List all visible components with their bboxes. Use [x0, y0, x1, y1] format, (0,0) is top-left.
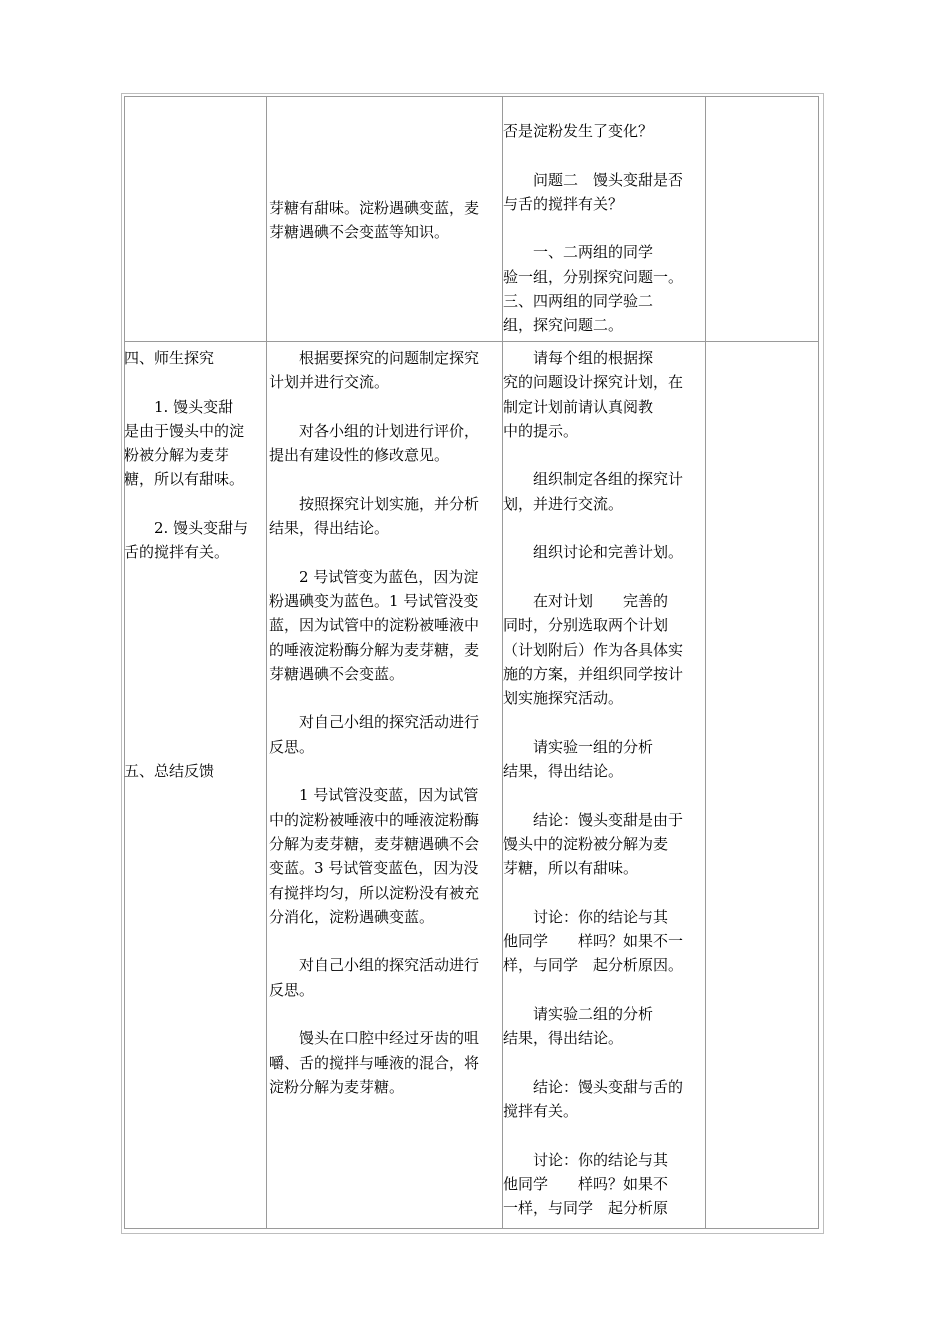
text-line: 讨论：你的结论与其	[503, 1150, 669, 1169]
text-line: 芽糖遇碘不会变蓝。	[269, 664, 405, 683]
table-border-bottom	[124, 1228, 819, 1229]
text-line	[269, 1002, 502, 1026]
text-line: 究的问题设计探究计划，在	[503, 373, 684, 392]
text-line: 结论：馒头变甜与舌的	[503, 1077, 684, 1096]
text-line: 施的方案，并组织同学按计	[503, 664, 684, 683]
text-line: 划实施探究活动。	[503, 689, 624, 708]
text-line: 结论：馒头变甜是由于	[503, 810, 684, 829]
text-line: 对自己小组的探究活动进行	[269, 713, 480, 732]
text-line	[124, 662, 266, 686]
text-line	[124, 370, 266, 394]
text-line	[503, 881, 703, 905]
text-line	[269, 467, 502, 491]
row1-teacher-cell	[503, 119, 703, 338]
text-line: 变蓝。3 号试管变蓝色，因为没	[269, 859, 479, 878]
text-line: 芽糖，所以有甜味。	[503, 859, 639, 878]
text-line: 结果，得出结论。	[269, 519, 390, 538]
text-line: 四、师生探究	[124, 349, 215, 367]
text-line: 制定计划前请认真阅教	[503, 397, 654, 416]
text-line: 2 号试管变为蓝色，因为淀	[269, 567, 479, 586]
text-line	[503, 783, 703, 807]
text-line: 组织制定各组的探究计	[503, 470, 684, 489]
text-line	[269, 759, 502, 783]
text-line: 一样，与同学 起分析原	[503, 1199, 669, 1218]
text-line: 粉遇碘变为蓝色。1 号试管没变	[269, 591, 479, 610]
row2-process-cell	[269, 346, 502, 1099]
text-line: 中的淀粉被唾液中的唾液淀粉酶	[269, 810, 480, 829]
text-line: 划，并进行交流。	[503, 494, 624, 513]
text-line: 结果，得出结论。	[503, 1029, 624, 1048]
text-line	[503, 216, 703, 240]
text-line: 请每个组的根据探	[503, 349, 654, 367]
text-line	[503, 978, 703, 1002]
text-line: 验一组，分别探究问题一。	[503, 267, 684, 286]
text-line	[124, 565, 266, 589]
text-line: 馒头中的淀粉被分解为麦	[503, 834, 669, 853]
text-line: 讨论：你的结论与其	[503, 907, 669, 926]
text-line: 粉被分解为麦芽	[124, 446, 230, 465]
text-line: 芽糖遇碘不会变蓝等知识。	[269, 223, 450, 242]
text-line: 是由于馒头中的淀	[124, 421, 245, 440]
text-line: 分消化，淀粉遇碘变蓝。	[269, 907, 435, 926]
text-line	[503, 1124, 703, 1148]
text-line: 舌的搅拌有关。	[124, 543, 230, 562]
text-line: 他同学 样吗？如果不	[503, 1175, 669, 1194]
column-divider-3	[705, 96, 706, 1229]
text-line	[269, 929, 502, 953]
text-line	[269, 686, 502, 710]
text-line: 组织讨论和完善计划。	[503, 543, 684, 562]
text-line	[124, 638, 266, 662]
text-line: 有搅拌均匀，所以淀粉没有被充	[269, 883, 480, 902]
text-line	[503, 565, 703, 589]
table-border-top	[124, 96, 819, 97]
text-line	[124, 589, 266, 613]
text-line: 在对计划 完善的	[503, 591, 669, 610]
row2-teacher-cell	[503, 346, 703, 1221]
text-line	[269, 540, 502, 564]
text-line: 结果，得出结论。	[503, 762, 624, 781]
text-line: 请实验二组的分析	[503, 1005, 654, 1024]
text-line: 的唾液淀粉酶分解为麦芽糖，麦	[269, 640, 480, 659]
text-line: 对自己小组的探究活动进行	[269, 956, 480, 975]
text-line	[503, 443, 703, 467]
text-line: 计划并进行交流。	[269, 373, 390, 392]
text-line	[124, 710, 266, 734]
text-line	[503, 1051, 703, 1075]
text-line: 嚼、舌的搅拌与唾液的混合，将	[269, 1053, 480, 1072]
text-line: 同时，分别选取两个计划	[503, 616, 669, 635]
table-border-right	[818, 96, 819, 1229]
row-divider	[124, 341, 819, 342]
text-line	[124, 492, 266, 516]
text-line	[503, 710, 703, 734]
text-line: 请实验一组的分析	[503, 737, 654, 756]
text-line: 馒头在口腔中经过牙齿的咀	[269, 1029, 480, 1048]
text-line	[124, 686, 266, 710]
text-line: 一、二两组的同学	[503, 243, 654, 262]
text-line: 与舌的搅拌有关？	[503, 194, 624, 213]
text-line: 提出有建设性的修改意见。	[269, 446, 450, 465]
text-line: 糖，所以有甜味。	[124, 470, 245, 489]
text-line: 问题二 馒头变甜是否	[503, 170, 684, 189]
text-line	[124, 735, 266, 759]
text-line: 根据要探究的问题制定探究	[269, 349, 480, 367]
text-line: 分解为麦芽糖，麦芽糖遇碘不会	[269, 834, 480, 853]
text-line: 1 号试管没变蓝，因为试管	[269, 786, 479, 805]
text-line: （计划附后）作为各具体实	[503, 640, 684, 659]
text-line: 芽糖有甜味。淀粉遇碘变蓝，麦	[269, 199, 480, 217]
text-line	[503, 516, 703, 540]
text-line: 三、四两组的同学验二	[503, 292, 654, 311]
text-line: 中的提示。	[503, 421, 579, 440]
row1-process-cell	[269, 196, 502, 245]
text-line	[124, 613, 266, 637]
text-line: 对各小组的计划进行评价，	[269, 421, 480, 440]
text-line	[269, 395, 502, 419]
text-line: 按照探究计划实施，并分析	[269, 494, 480, 513]
text-line: 搅拌有关。	[503, 1102, 579, 1121]
text-line: 样，与同学 起分析原因。	[503, 956, 684, 975]
text-line: 2. 馒头变甜与	[124, 519, 249, 538]
row2-stage-cell	[124, 346, 266, 783]
text-line: 组，探究问题二。	[503, 316, 624, 335]
text-line: 淀粉分解为麦芽糖。	[269, 1077, 405, 1096]
text-line: 否是淀粉发生了变化？	[503, 122, 654, 140]
text-line: 他同学 样吗？如果不一	[503, 932, 684, 951]
text-line: 蓝，因为试管中的淀粉被唾液中	[269, 616, 480, 635]
column-divider-1	[266, 96, 267, 1229]
text-line: 1. 馒头变甜	[124, 397, 234, 416]
text-line: 反思。	[269, 737, 315, 756]
text-line: 五、总结反馈	[124, 762, 215, 781]
text-line: 反思。	[269, 980, 315, 999]
text-line	[503, 143, 703, 167]
